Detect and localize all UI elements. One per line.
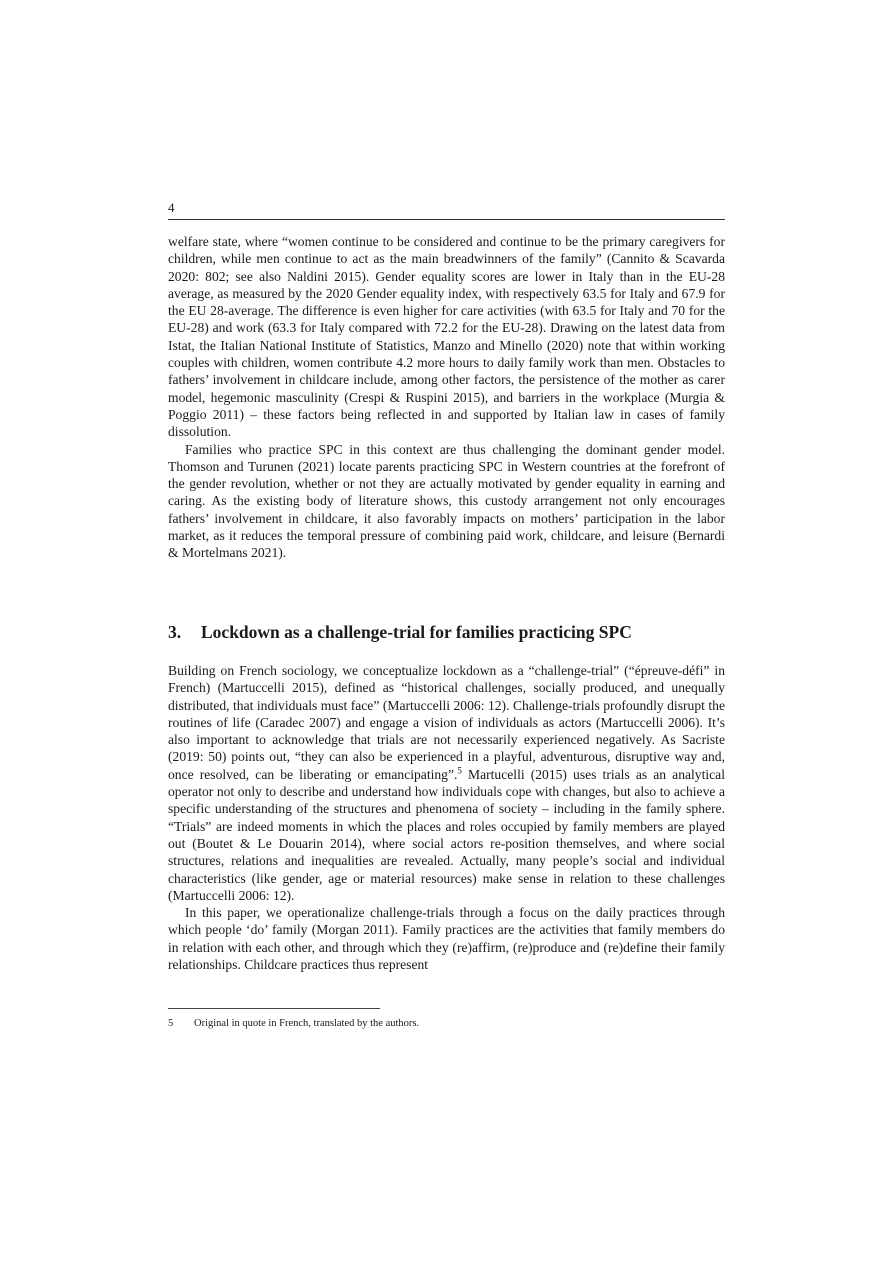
footnote-number: 5 (168, 1018, 174, 1029)
paragraph-operationalize: In this paper, we operationalize challenge-trials through a focus on the daily practices through which people ‘do’ family (Morgan 2011). Family practices are the activities that family members do in relation with each other, and through which they (re)affirm, (re)produce and (re)define their family relationships. Childcare practices thus represent (168, 905, 725, 973)
section-heading (168, 621, 725, 643)
paragraph-welfare-state: welfare state, where “women continue to be considered and continue to be the primary caregivers for children, while men continue to act as the main breadwinners of the family” (Cannito & Scavarda 2020: 802; see also Naldini 2015). Gender equality scores are lower in Italy than in the EU-28 average, as measured by the 2020 Gender equality index, with respectively 63.5 for Italy and 67.9 for the EU 28-average. The difference is even higher for care activities (with 63.5 for Italy and 70 for the EU-28) and work (63.3 for Italy compared with 72.2 for the EU-28). Drawing on the latest data from Istat, the Italian National Institute of Statistics, Manzo and Minello (2020) note that within working couples with children, women contribute 4.2 more hours to daily family work than men. Obstacles to fathers’ involvement in childcare include, among other factors, the persistence of the mother as carer model, hegemonic masculinity (Crespi & Ruspini 2015), and barriers in the workplace (Murgia & Poggio 2011) – these factors being reflected in and supported by Italian law in cases of family dissolution. (168, 234, 725, 440)
footnote-reference: 5 (457, 765, 462, 776)
body-text-block-2 (168, 662, 725, 973)
paragraph-challenge-trial (168, 662, 725, 904)
section-number: 3. (168, 622, 182, 642)
footnote-rule (168, 1008, 380, 1009)
body-text-block-1 (168, 233, 725, 562)
paragraph-challenge-trial-part-2: Martucelli (2015) uses trials as an analytical operator not only to describe and understand how individuals cope with changes, but also to achieve a specific understanding of the structures and phenomena of society – including in the family sphere. “Trials” are indeed moments in which the places and roles occupied by family members are played out (Boutet & Le Douarin 2014), where social actors re-position themselves, and where social structures, relations and inequalities are revealed. Actually, many people’s social and individual characteristics (like gender, age or material resources) make sense in relation to these challenges (Martuccelli 2006: 12). (168, 766, 725, 903)
page-number: 4 (168, 200, 175, 215)
section-title: Lockdown as a challenge-trial for families practicing SPC (201, 622, 632, 642)
footnote (168, 1017, 725, 1031)
paragraph-challenge-trial-part-1: Building on French sociology, we conceptualize lockdown as a “challenge-trial” (“épreuve-défi” in French) (Martuccelli 2015), defined as “historical challenges, socially produced, and unequally distributed, that individuals must face” (Martuccelli 2006: 12). Challenge-trials profoundly disrupt the routines of life (Caradec 2007) and engage a vision of individuals as actors (Martuccelli 2006). It’s also important to acknowledge that trials are not necessarily experienced negatively. As Sacriste (2019: 50) points out, “they can also be experienced in a playful, adventurous, disruptive way and, once resolved, can be liberating or emancipating”. (168, 663, 725, 782)
footnote-text: Original in quote in French, translated by the authors. (194, 1018, 420, 1029)
header-rule (168, 219, 725, 220)
paragraph-families-spc: Families who practice SPC in this context are thus challenging the dominant gender model. Thomson and Turunen (2021) locate parents practicing SPC in Western countries at the forefront of the gender revolution, whether or not they are actually motivated by gender equality in earning and caring. As the existing body of literature shows, this custody arrangement not only encourages fathers’ involvement in childcare, it also favorably impacts on mothers’ participation in the labor market, as it reduces the temporal pressure of combining paid work, childcare, and leisure (Bernardi & Mortelmans 2021). (168, 441, 725, 561)
